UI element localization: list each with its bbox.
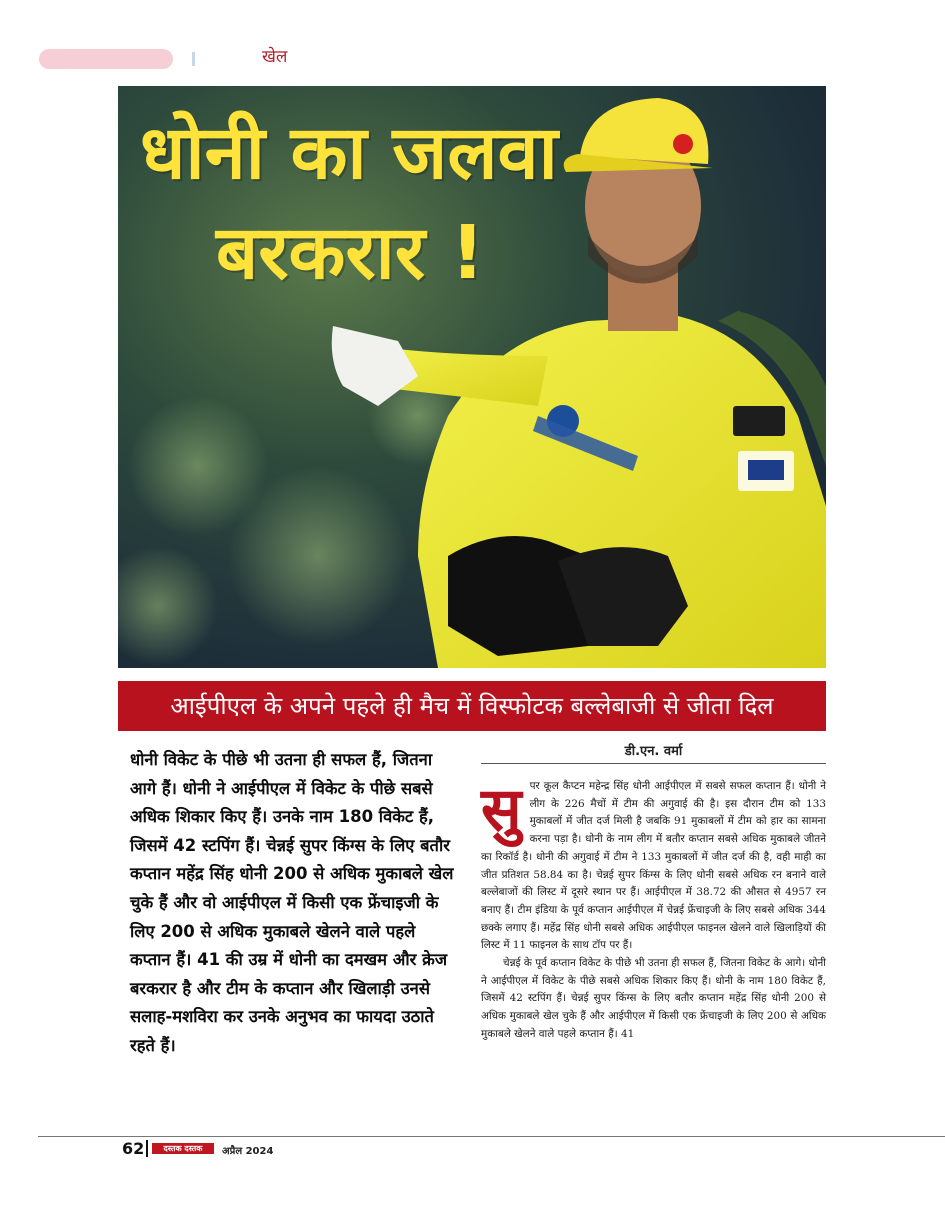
cap-logo [673,134,693,154]
footer-rule [38,1136,945,1137]
drop-cap: सु [481,775,522,845]
bokeh-light [228,466,408,646]
section-label: खेल [262,47,288,67]
hero-image [118,86,826,668]
article-body [481,775,826,1044]
headline-line-1: धोनी का जलवा [140,110,558,196]
article-paragraph: पर कूल कैप्टन महेन्द्र सिंह धोनी आईपीएल में सबसे सफल कप्तान हैं। धोनी ने लीग के 226 मैचों में टीम की अगुवाई की है। इस दौरान टीम को 133 मुकाबलों में जीत दर्ज मिली है जबकि 91 मुकाबलों में टीम को हार का सामना करना पड़ा है। धोनी के नाम लीग में बतौर कप्तान सबसे अधिक मुकाबले जीतने का रिकॉर्ड है। धोनी की अगुवाई में टीम ने 133 मुकाबलों में जीत दर्ज की है, वही माही का जीत प्रतिशत 58.84 का है। चेन्नई सुपर किंग्स के लिए धोनी सबसे अधिक रन बनाने वाले बल्लेबाजों की लिस्ट में दूसरे स्थान पर हैं। आईपीएल में 38.72 की औसत से 4957 रन बनाए हैं। टीम इंडिया के पूर्व कप्तान आईपीएल में चेन्नई फ्रेंचाइजी के लिए सबसे अधिक 344 छक्के लगाए हैं। महेंद्र सिंह धोनी सबसे अधिक आईपीएल फाइनल खेलने वाले खिलाड़ियों की लिस्ट में 11 फाइनल के साथ टॉप पर हैं। [481,780,826,952]
byline: डी.एन. वर्मा [481,741,826,764]
footer-separator [146,1140,148,1157]
issue-date: अप्रैल 2024 [222,1146,274,1157]
page-number: 62 [122,1139,145,1158]
ipl-badge-mark [748,460,784,480]
pull-quote: धोनी विकेट के पीछे भी उतना ही सफल हैं, जितना आगे हैं। धोनी ने आईपीएल में विकेट के पीछे सबसे अधिक शिकार किए हैं। उनके नाम 180 विकेट हैं, जिसमें 42 स्टपिंग हैं। चेन्नई सुपर किंग्स के लिए बतौर कप्तान महेंद्र सिंह धोनी 200 से अधिक मुकाबले खेल चुके हैं और वो आईपीएल में किसी एक फ्रेंचाइजी के लिए 200 से अधिक मुकाबले खेलने वाले पहले कप्तान हैं। 41 की उम्र में धोनी का दमखम और क्रेज बरकरार है और टीम के कप्तान और खिलाड़ी उनसे सलाह-मशविरा कर उनके अनुभव का फायदा उठाते रहते हैं। [130,750,454,1055]
headline-line-2: बरकरार ! [216,210,485,296]
magazine-logo: दस्तक दस्तक [152,1143,214,1154]
snj-badge [733,406,785,436]
article-paragraph: चेन्नई के पूर्व कप्तान विकेट के पीछे भी उतना ही सफल हैं, जितना विकेट के आगे। धोनी ने आईपीएल में विकेट के पीछे सबसे अधिक शिकार किए हैं। धोनी के नाम 180 विकेट हैं, जिसमें 42 स्टपिंग हैं। चेन्नई सुपर किंग्स के लिए बतौर कप्तान महेंद्र सिंह धोनी 200 से अधिक मुकाबले खेल चुके हैं और आईपीएल में किसी एक फ्रेंचाइजी के लिए 200 से अधिक मुकाबले खेलने वाले पहले कप्तान हैं। 41 [481,957,826,1040]
header-pill [39,49,173,69]
bokeh-light [118,546,218,666]
subheadline-banner: आईपीएल के अपने पहले ही मैच में विस्फोटक बल्लेबाजी से जीता दिल [118,681,826,731]
header-divider [192,52,195,66]
cap [580,98,708,164]
